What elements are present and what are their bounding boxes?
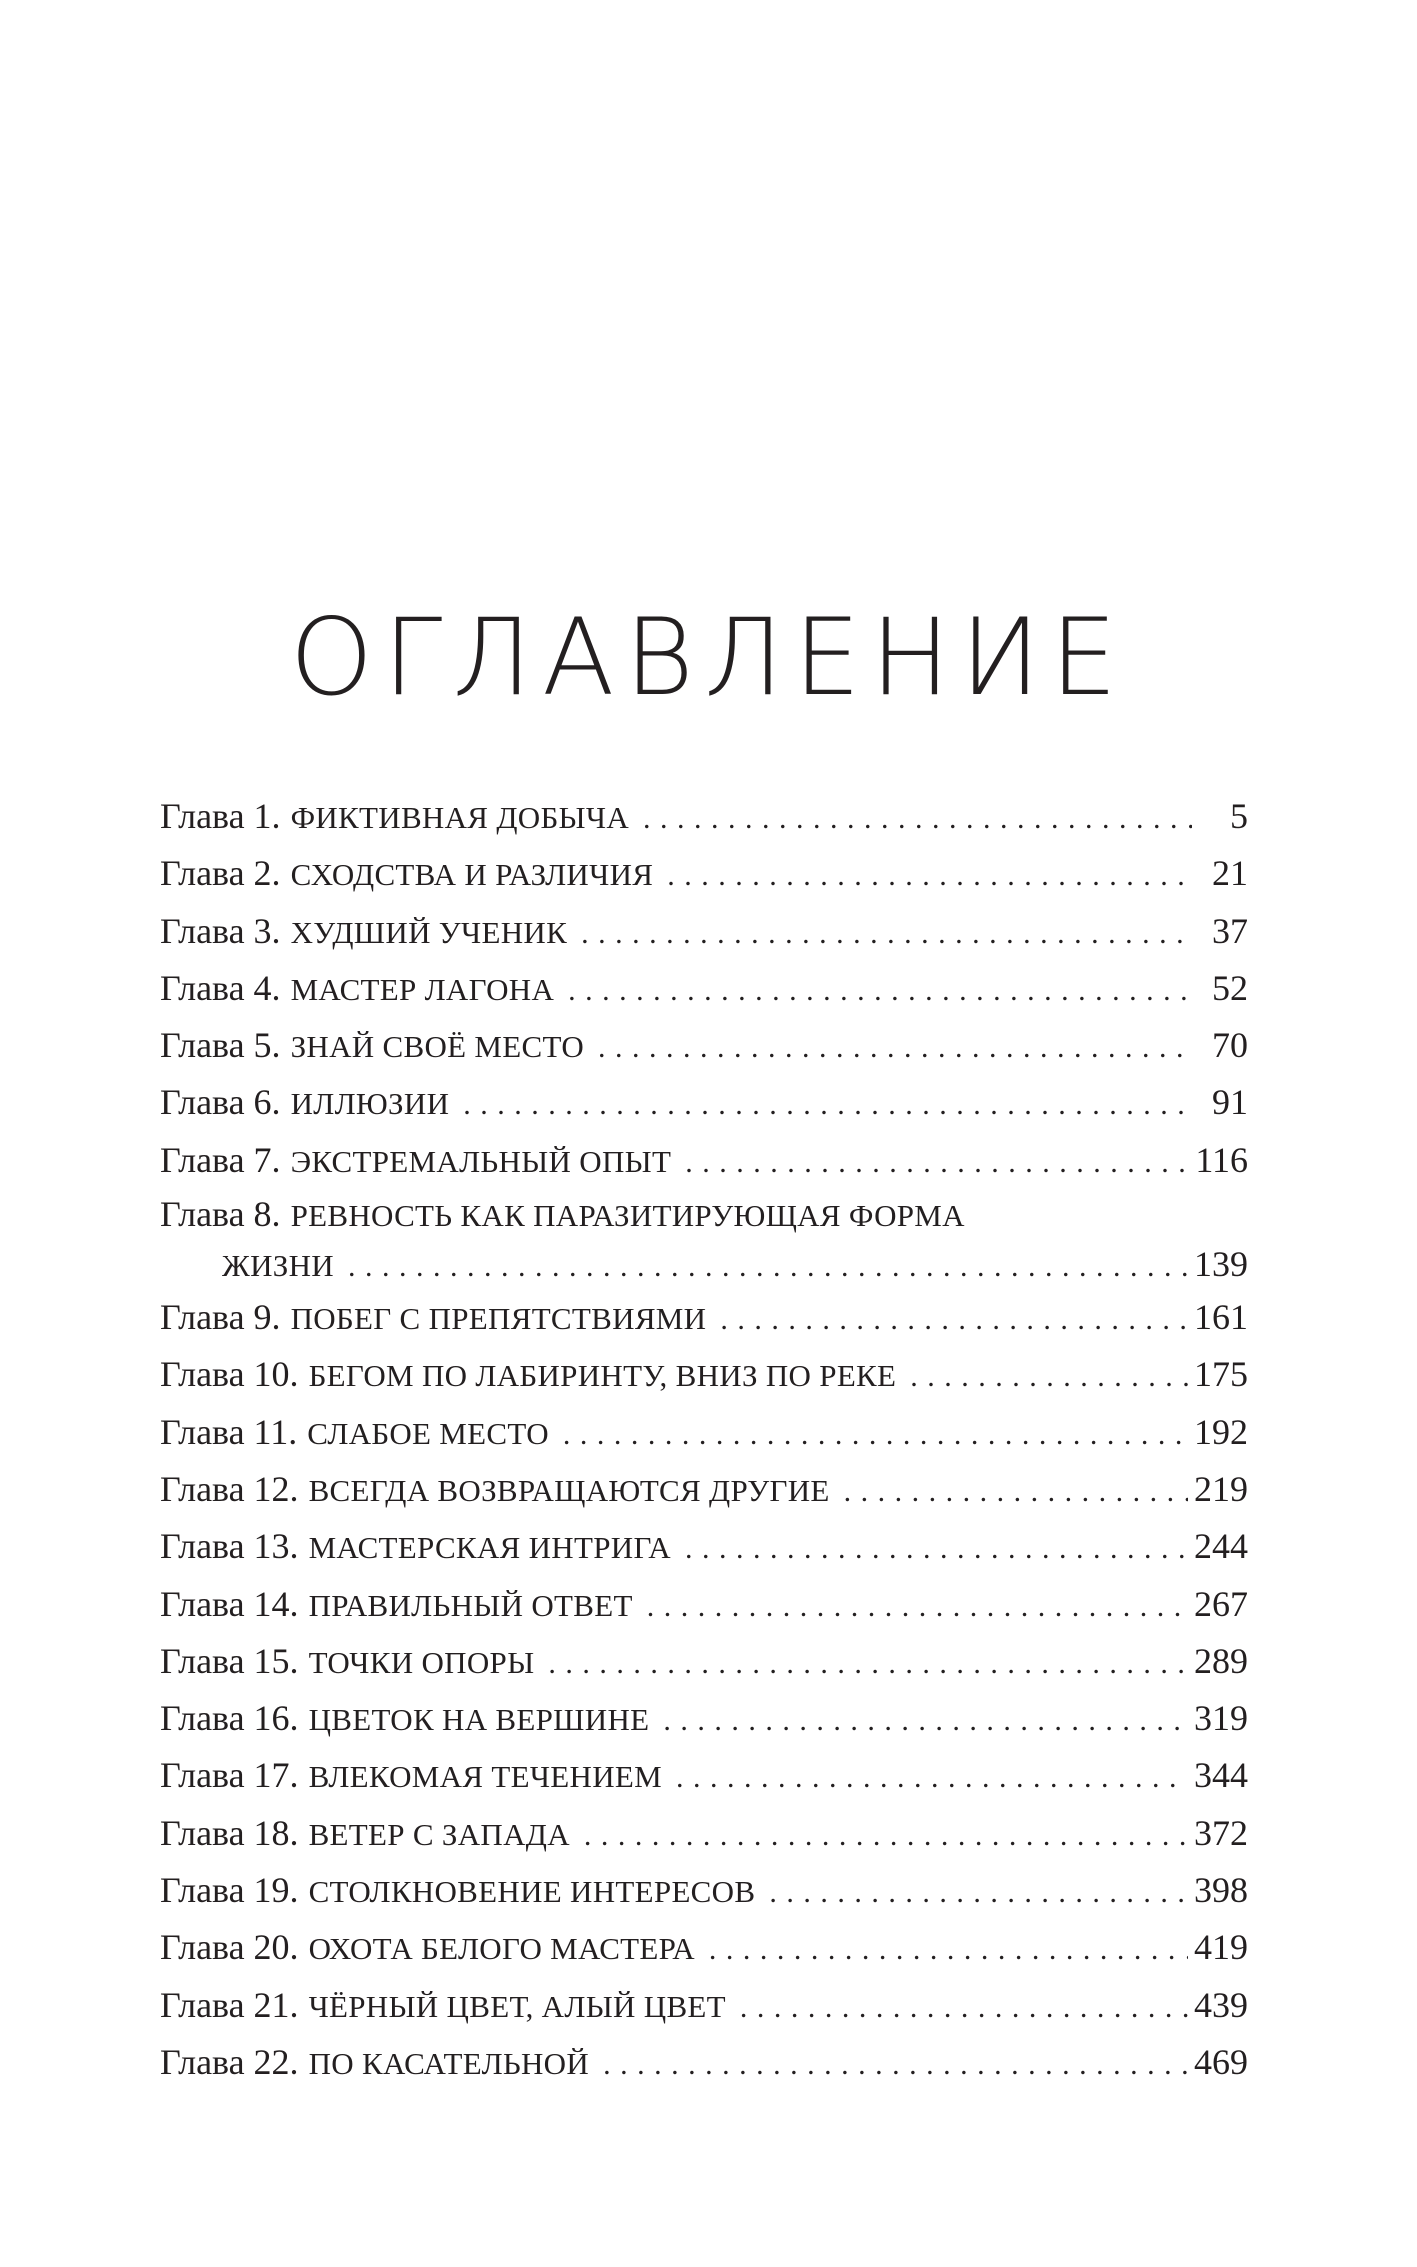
chapter-number: Глава 13. (160, 1526, 299, 1567)
chapter-number: Глава 2. (160, 853, 281, 894)
dot-leader (663, 1692, 1188, 1749)
page-number: 344 (1194, 1755, 1248, 1796)
dot-leader (348, 1242, 1188, 1292)
chapter-number: Глава 3. (160, 910, 281, 951)
chapter-title: ВЛЕКОМАЯ ТЕЧЕНИЕМ (308, 1759, 663, 1795)
chapter-title: ИЛЛЮЗИИ (290, 1086, 450, 1122)
dot-leader (910, 1348, 1188, 1405)
chapter-number: Глава 8. (160, 1194, 281, 1235)
dot-leader (667, 847, 1192, 904)
dot-leader (709, 1921, 1188, 1978)
chapter-number: Глава 1. (160, 796, 281, 836)
chapter-number: Глава 22. (160, 2041, 299, 2082)
toc-entry[interactable] (160, 1576, 1248, 1633)
toc-entry[interactable] (160, 1977, 1248, 2034)
toc-entry[interactable] (160, 1862, 1248, 1919)
page-number: 161 (1194, 1297, 1248, 1338)
page-number: 469 (1194, 2041, 1248, 2082)
dot-leader (647, 1578, 1188, 1635)
page-number: 267 (1194, 1583, 1248, 1624)
dot-leader (844, 1463, 1188, 1520)
toc-entry[interactable] (160, 1346, 1248, 1403)
page-number: 244 (1194, 1526, 1248, 1567)
dot-leader (720, 1291, 1188, 1348)
chapter-number: Глава 17. (160, 1755, 299, 1796)
page-number: 419 (1194, 1927, 1248, 1968)
chapter-title-continued: ЖИЗНИ (222, 1248, 334, 1284)
dot-leader (548, 1635, 1188, 1692)
page-title: ОГЛАВЛЕНИЕ (289, 596, 1128, 719)
chapter-number: Глава 20. (160, 1927, 299, 1968)
page-number: 398 (1194, 1870, 1248, 1911)
chapter-title: ПО КАСАТЕЛЬНОЙ (308, 2045, 590, 2081)
toc-entry[interactable] (160, 1289, 1248, 1346)
page-number: 175 (1194, 1354, 1248, 1395)
dot-leader (685, 1520, 1188, 1577)
chapter-title: ЧЁРНЫЙ ЦВЕТ, АЛЫЙ ЦВЕТ (308, 1988, 726, 2024)
page-number: 289 (1194, 1640, 1248, 1681)
toc-entry[interactable] (160, 1189, 1248, 1289)
toc-entry[interactable] (160, 1017, 1248, 1074)
chapter-number: Глава 19. (160, 1870, 299, 1911)
dot-leader (643, 790, 1192, 847)
dot-leader (603, 2036, 1188, 2093)
chapter-title: СТОЛКНОВЕНИЕ ИНТЕРЕСОВ (308, 1874, 756, 1910)
toc-entry[interactable] (160, 1518, 1248, 1575)
toc-entry[interactable] (160, 1132, 1248, 1189)
chapter-number: Глава 12. (160, 1468, 299, 1509)
chapter-number: Глава 4. (160, 967, 281, 1008)
toc-entry[interactable] (160, 788, 1248, 845)
page-number: 192 (1194, 1411, 1248, 1452)
page-number: 70 (1212, 1025, 1248, 1066)
chapter-title: ОХОТА БЕЛОГО МАСТЕРА (308, 1931, 695, 1967)
chapter-number: Глава 11. (160, 1411, 298, 1452)
toc-entry[interactable] (160, 1690, 1248, 1747)
page-number: 21 (1212, 853, 1248, 894)
page-number: 139 (1194, 1244, 1248, 1285)
chapter-title: ПРАВИЛЬНЫЙ ОТВЕТ (308, 1587, 633, 1623)
page-number: 319 (1194, 1698, 1248, 1739)
chapter-number: Глава 6. (160, 1082, 281, 1123)
chapter-title: ВСЕГДА ВОЗВРАЩАЮТСЯ ДРУГИЕ (308, 1472, 830, 1508)
toc-entry[interactable] (160, 2034, 1248, 2091)
dot-leader (598, 1019, 1192, 1076)
chapter-number: Глава 18. (160, 1812, 299, 1853)
chapter-title: ФИКТИВНАЯ ДОБЫЧА (290, 800, 630, 835)
chapter-number: Глава 16. (160, 1698, 299, 1739)
toc-entry[interactable] (160, 1633, 1248, 1690)
toc-entry[interactable] (160, 1404, 1248, 1461)
page-number: 52 (1212, 967, 1248, 1008)
dot-leader (769, 1864, 1188, 1921)
dot-leader (581, 905, 1192, 962)
page-number: 37 (1212, 910, 1248, 951)
toc-entry[interactable] (160, 1919, 1248, 1976)
toc-entry[interactable] (160, 1747, 1248, 1804)
page-number: 116 (1195, 1139, 1248, 1180)
chapter-number: Глава 21. (160, 1984, 299, 2025)
toc-entry[interactable] (160, 903, 1248, 960)
page-number: 5 (1230, 796, 1248, 836)
toc-entry[interactable] (160, 960, 1248, 1017)
dot-leader (584, 1807, 1188, 1864)
chapter-number: Глава 14. (160, 1583, 299, 1624)
page-number: 219 (1194, 1468, 1248, 1509)
dot-leader (676, 1749, 1188, 1806)
chapter-number: Глава 7. (160, 1139, 281, 1180)
chapter-title: ТОЧКИ ОПОРЫ (308, 1644, 535, 1680)
chapter-number: Глава 10. (160, 1354, 299, 1395)
toc-entry[interactable] (160, 845, 1248, 902)
chapter-title: ПОБЕГ С ПРЕПЯТСТВИЯМИ (290, 1301, 707, 1337)
chapter-title: СЛАБОЕ МЕСТО (307, 1415, 549, 1451)
dot-leader (568, 962, 1192, 1019)
toc-entry[interactable] (160, 1461, 1248, 1518)
chapter-title: ЭКСТРЕМАЛЬНЫЙ ОПЫТ (290, 1143, 672, 1179)
dot-leader (740, 1979, 1188, 2036)
chapter-title: БЕГОМ ПО ЛАБИРИНТУ, ВНИЗ ПО РЕКЕ (308, 1358, 897, 1394)
chapter-title: СХОДСТВА И РАЗЛИЧИЯ (290, 857, 654, 893)
page-number: 372 (1194, 1812, 1248, 1853)
chapter-title: МАСТЕР ЛАГОНА (290, 971, 555, 1007)
chapter-title: МАСТЕРСКАЯ ИНТРИГА (308, 1530, 671, 1566)
toc-entry[interactable] (160, 1074, 1248, 1131)
page-number: 439 (1194, 1984, 1248, 2025)
chapter-title: ЦВЕТОК НА ВЕРШИНЕ (308, 1702, 650, 1738)
chapter-title: ВЕТЕР С ЗАПАДА (308, 1816, 570, 1852)
chapter-title: РЕВНОСТЬ КАК ПАРАЗИТИРУЮЩАЯ ФОРМА (290, 1198, 965, 1234)
chapter-number: Глава 15. (160, 1640, 299, 1681)
chapter-title: ЗНАЙ СВОЁ МЕСТО (290, 1029, 585, 1065)
chapter-number: Глава 5. (160, 1025, 281, 1066)
dot-leader (685, 1134, 1189, 1191)
dot-leader (563, 1406, 1188, 1463)
chapter-title: ХУДШИЙ УЧЕНИК (290, 914, 568, 950)
table-of-contents (160, 788, 1248, 2091)
toc-entry[interactable] (160, 1805, 1248, 1862)
page-number: 91 (1212, 1082, 1248, 1123)
chapter-number: Глава 9. (160, 1297, 281, 1338)
dot-leader (463, 1076, 1192, 1133)
